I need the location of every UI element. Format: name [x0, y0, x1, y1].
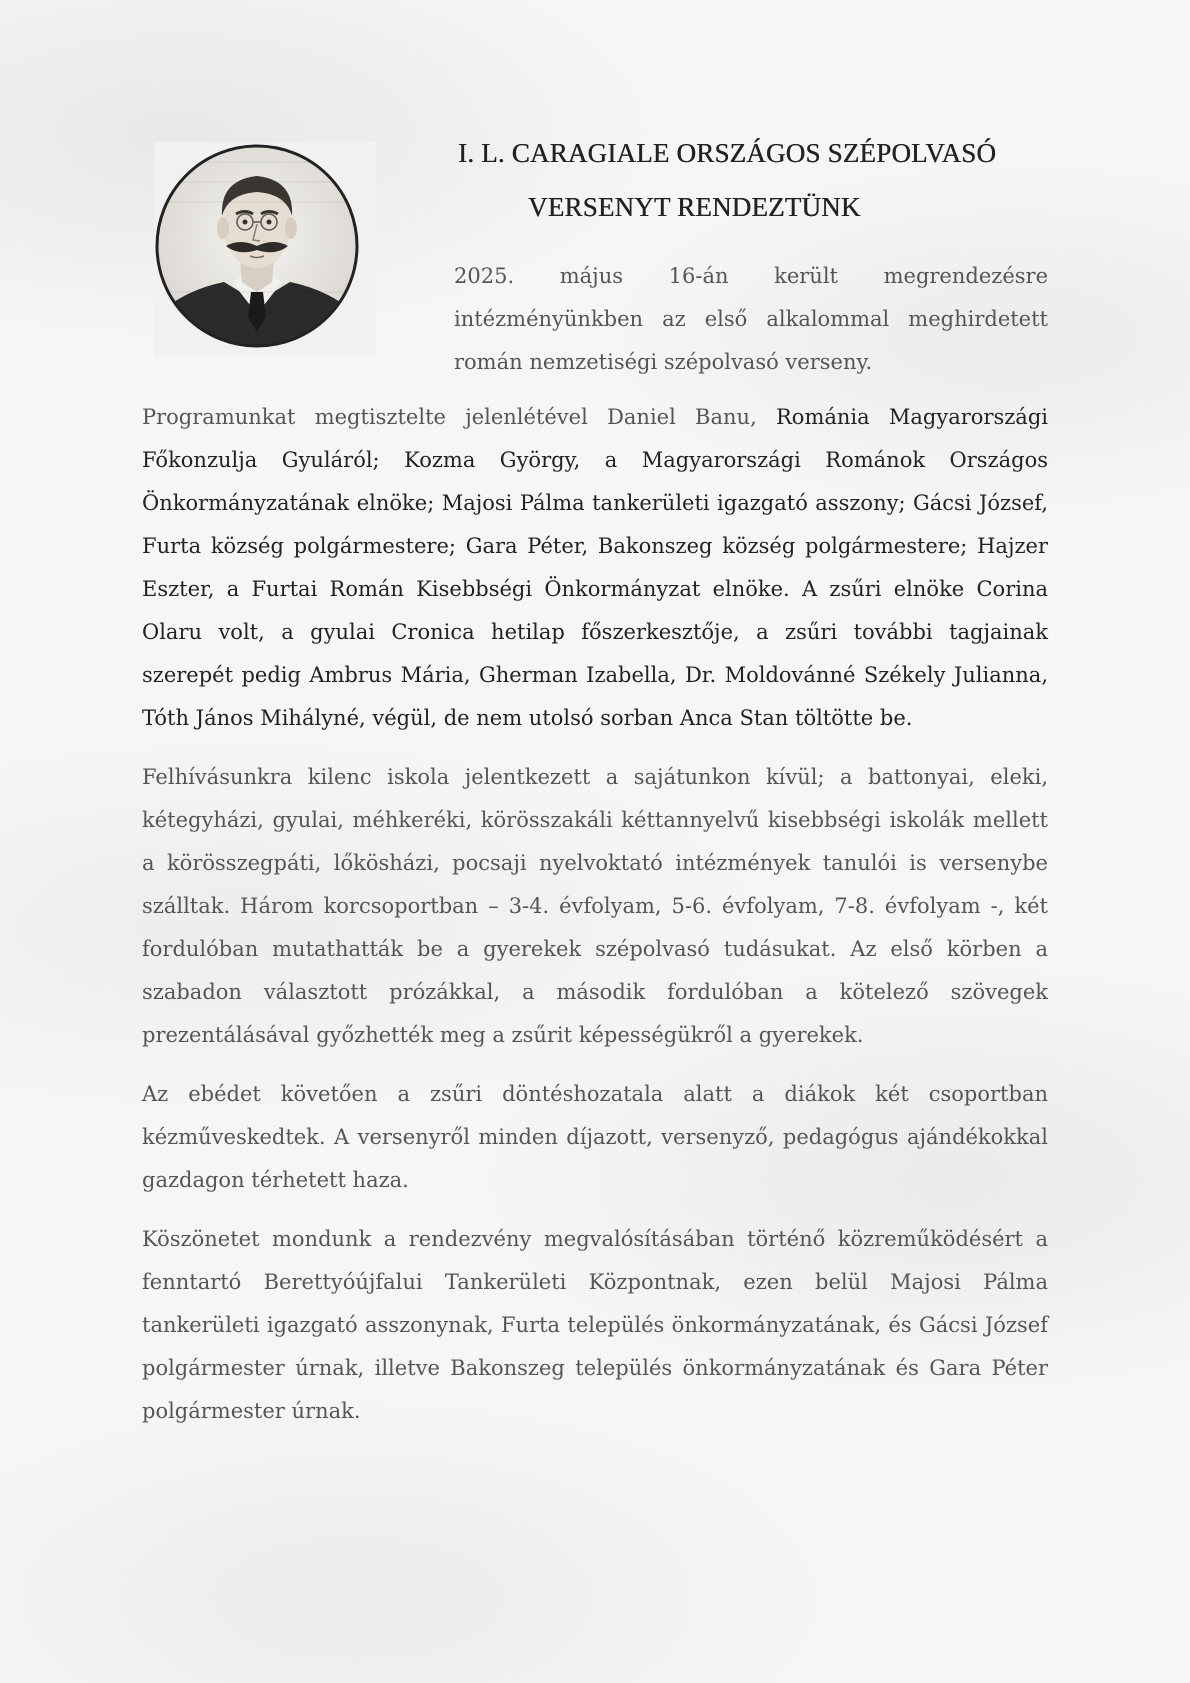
article-body [142, 396, 1048, 1449]
portrait-engraving-icon [154, 142, 376, 356]
paragraph-guests-part1: Programunkat megtisztelte jelenlétével Daniel Banu, [142, 405, 776, 429]
intro-paragraph: 2025. május 16-án került megrendezésre intézményünkben az első alkalommal meghirdetett román nemzetiségi szépolvasó verseny. [454, 264, 1048, 374]
paragraph-thanks: Köszönetet mondunk a rendezvény megvalósításában történő közreműködésért a fenntartó Berettyóújfalui Tankerületi Központnak, ezen belül Majosi Pálma tankerületi igazgató asszonynak, Furta település önkormányzatának, és Gácsi József polgármester úrnak, illetve Bakonszeg település önkormányzatának és Gara Péter polgármester úrnak. [142, 1227, 1048, 1423]
paragraph-lunch: Az ebédet követően a zsűri döntéshozatala alatt a diákok két csoportban kézműveskedtek. A versenyről minden díjazott, versenyző, pedagógus ajándékokkal gazdagon térhetett haza. [142, 1082, 1048, 1192]
title-line-2: VERSENYT RENDEZTÜNK [528, 192, 861, 222]
title-line-1: I. L. CARAGIALE ORSZÁGOS SZÉPOLVASÓ [458, 138, 997, 168]
portrait-image [154, 142, 376, 356]
paragraph-schools: Felhívásunkra kilenc iskola jelentkezett a sajátunkon kívül; a battonyai, eleki, kétegyházi, gyulai, méhkeréki, körösszakáli kéttannyelvű kisebbségi iskolák mellett a körösszegpáti, lőkösházi, pocsaji nyelvoktató intézmények tanulói is versenybe szálltak. Három korcsoportban – 3-4. évfolyam, 5-6. évfolyam, 7-8. évfolyam -, két fordulóban mutathatták be a gyerekek szépolvasó tudásukat. Az első körben a szabadon választott prózákkal, a második fordulóban a kötelező szövegek prezentálásával győzhették meg a zsűrit képességükről a gyerekek. [142, 765, 1048, 1047]
paragraph-guests [142, 396, 1048, 740]
paragraph-guests-part2: Románia Magyarországi Főkonzulja Gyuláról; Kozma György, a Magyarországi Románok Országos Önkormányzatának elnöke; Majosi Pálma tankerületi igazgató asszony; Gácsi József, Furta község polgármestere; Gara Péter, Bakonszeg község polgármestere; Hajzer Eszter, a Furtai Román Kisebbségi Önkormányzat elnöke. A zsűri elnöke Corina Olaru volt, a gyulai Cronica hetilap főszerkesztője, a zsűri további tagjainak szerepét pedig Ambrus Mária, Gherman Izabella, Dr. Moldovánné Székely Julianna, Tóth János Mihályné, végül, de nem utolsó sorban Anca Stan töltötte be. [142, 405, 1048, 730]
